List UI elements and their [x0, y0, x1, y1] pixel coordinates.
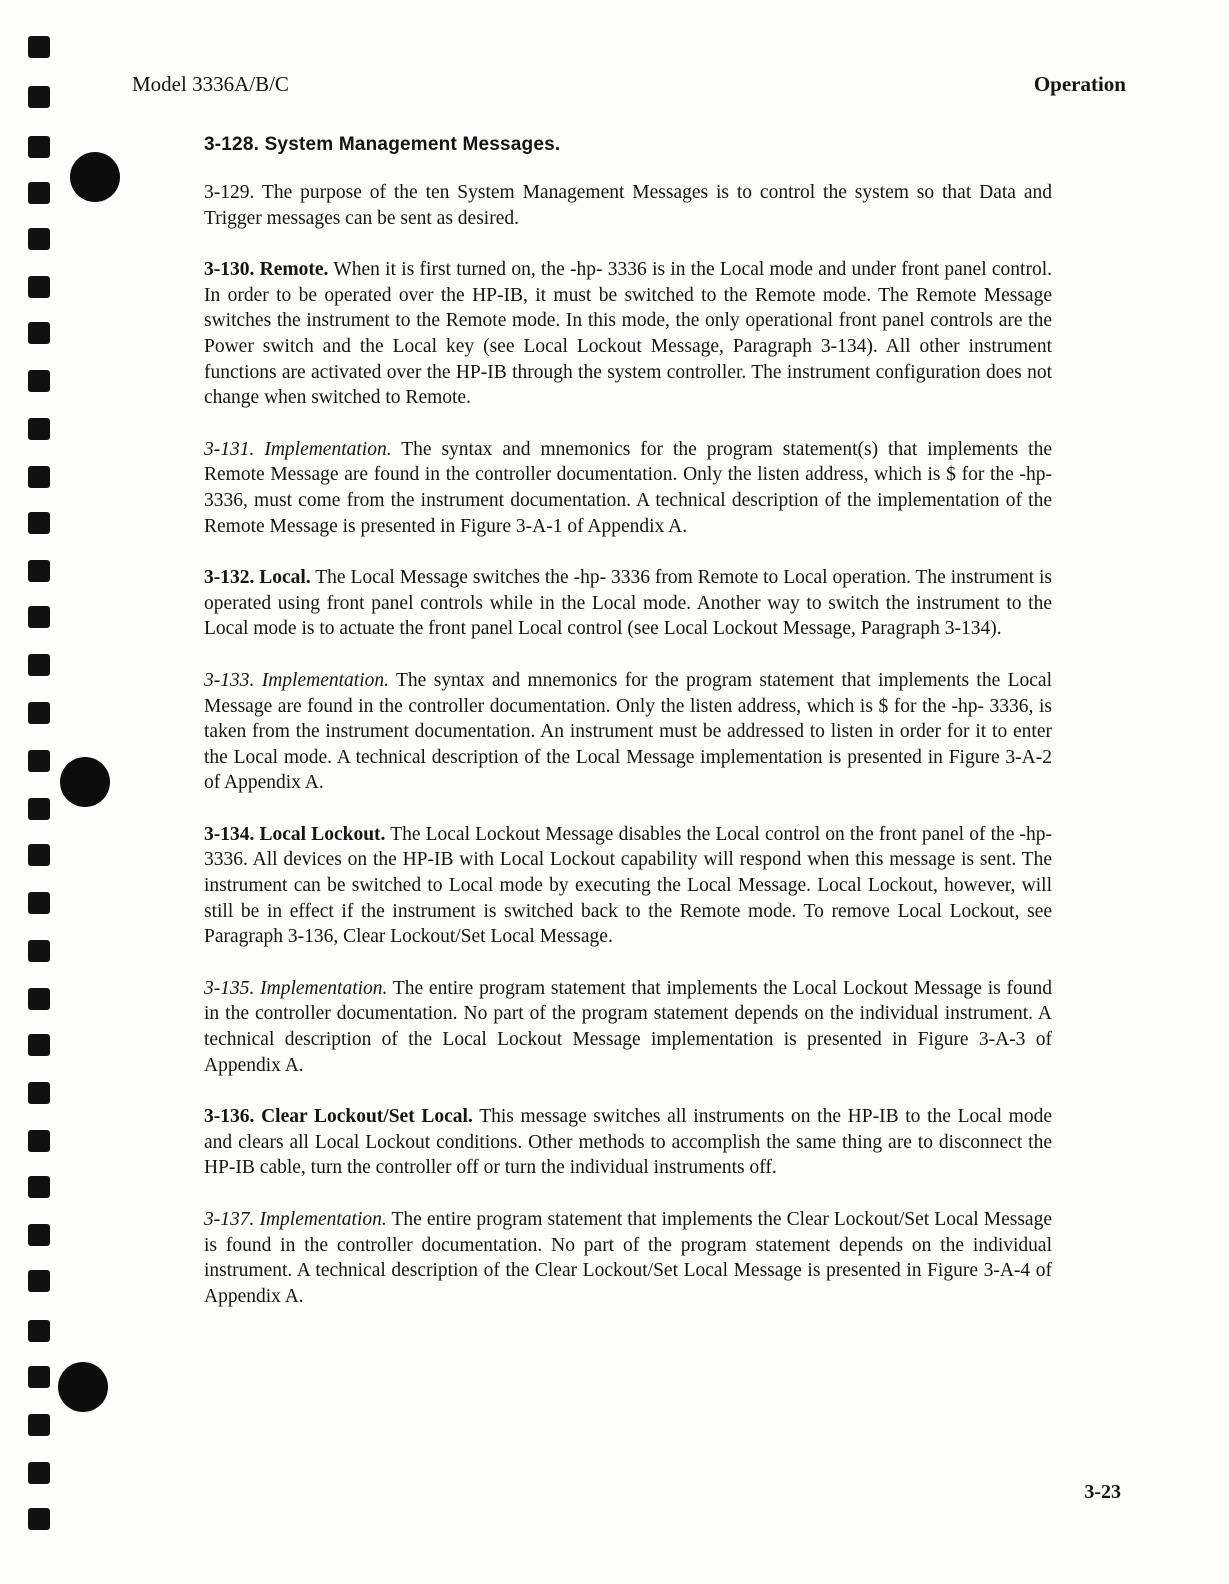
paragraph-number: 3-136.	[204, 1106, 255, 1128]
paragraph-text: The syntax and mnemonics for the program statement(s) that implements the Remote Message are found in the controller documentation. Only the listen address, which is $ for the -hp- 3336, must come from the instrument documentation. A technical description of the implementation of the Remote Message is presented in Figure 3-A-1 of Appendix A.	[204, 438, 1052, 537]
page-number: 3-23	[1084, 1481, 1121, 1503]
punch-hole	[28, 892, 50, 914]
punch-hole	[28, 1366, 50, 1388]
punch-hole	[28, 466, 50, 488]
section-heading	[204, 134, 1052, 156]
paragraph-text: The entire program statement that implements the Clear Lockout/Set Local Message is found in the controller documentation. No part of the program statement depends on the individual instrument. A technical description of the Clear Lockout/Set Local Message is presented in Figure 3-A-4 of Appendix A.	[204, 1209, 1052, 1307]
punch-hole	[28, 370, 50, 392]
paragraph-3-135	[204, 976, 1052, 1078]
model-label: Model 3336A/B/C	[132, 72, 289, 96]
punch-hole	[28, 1130, 50, 1152]
paragraph-number: 3-130.	[204, 259, 255, 281]
paragraph-number: 3-132.	[204, 567, 255, 589]
punch-hole	[28, 702, 50, 724]
paragraph-text: The Local Message switches the -hp- 3336 from Remote to Local operation. The instrument is operated using front panel controls while in the Local mode. Another way to switch the instrument to the Local mode is to actuate the front panel Local control (see Local Lockout Message, Paragraph 3-134).	[204, 567, 1052, 640]
punch-hole	[28, 940, 50, 962]
punch-hole	[28, 276, 50, 298]
paragraph-number: 3-135.	[204, 977, 255, 999]
ring-binder-hole	[58, 1362, 108, 1412]
punch-hole	[28, 1082, 50, 1104]
paragraph-text: The Local Lockout Message disables the Local control on the front panel of the -hp- 3336. All devices on the HP-IB with Local Lockout capability will respond when this message is sent. The instrument can be switched to Local mode by executing the Local Message. Local Lockout, however, will still be in effect if the instrument is switched back to the Remote mode. To remove Local Lockout, see Paragraph 3-136, Clear Lockout/Set Local Message.	[204, 823, 1052, 948]
paragraph-text: When it is first turned on, the -hp- 3336 is in the Local mode and under front panel control. In order to be operated over the HP-IB, it must be switched to the Remote mode. The Remote Message switches the instrument to the Remote mode. In this mode, the only operational front panel controls are the Power switch and the Local key (see Local Lockout Message, Paragraph 3-134). All other instrument functions are activated over the HP-IB through the system controller. The instrument configuration does not change when switched to Remote.	[204, 259, 1053, 409]
paragraph-number: 3-129.	[204, 182, 255, 203]
paragraph-text: The purpose of the ten System Management Messages is to control the system so that Data and Trigger messages can be sent as desired.	[204, 182, 1052, 229]
paragraph-title: Implementation.	[261, 669, 389, 691]
paragraph-3-132	[204, 565, 1052, 642]
ring-binder-hole	[60, 757, 110, 807]
punch-hole	[28, 1462, 50, 1484]
punch-hole	[28, 86, 50, 108]
paragraph-title: Remote.	[259, 259, 329, 281]
punch-hole	[28, 798, 50, 820]
punch-hole	[28, 136, 50, 158]
punch-hole	[28, 560, 50, 582]
section-heading-number: 3-128.	[204, 134, 260, 155]
paragraph-3-137	[204, 1207, 1052, 1309]
ring-binder-hole	[70, 152, 120, 202]
punch-hole	[28, 844, 50, 866]
punch-hole	[28, 988, 50, 1010]
punch-hole	[28, 322, 50, 344]
punch-hole	[28, 1508, 50, 1530]
paragraph-3-134	[204, 822, 1052, 950]
paragraph-title: Implementation.	[264, 438, 392, 460]
binder-punch-strip	[28, 30, 58, 1550]
punch-hole	[28, 1176, 50, 1198]
main-content	[204, 134, 1052, 1335]
punch-hole	[28, 654, 50, 676]
paragraph-3-130	[204, 257, 1052, 411]
punch-hole	[28, 1034, 50, 1056]
paragraph-title: Local Lockout.	[259, 823, 386, 845]
running-header	[132, 72, 1126, 102]
paragraph-title: Implementation.	[259, 1209, 387, 1230]
paragraph-number: 3-133.	[204, 669, 255, 691]
paragraph-3-136	[204, 1104, 1052, 1181]
paragraph-number: 3-131.	[204, 438, 255, 460]
paragraph-text: The syntax and mnemonics for the program statement that implements the Local Message are found in the controller documentation. Only the listen address, which is $ for the -hp- 3336, is taken from the instrument documentation. An instrument must be addressed to listen in order for it to enter the Local mode. A technical description of the Local Message implementation is presented in Figure 3-A-2 of Appendix A.	[204, 669, 1052, 794]
section-label: Operation	[1033, 72, 1126, 96]
punch-hole	[28, 418, 50, 440]
paragraph-text: The entire program statement that implements the Local Lockout Message is found in the controller documentation. No part of the program statement depends on the individual instrument. A technical description of the Local Lockout Message implementation is presented in Figure 3-A-3 of Appendix A.	[204, 977, 1052, 1076]
paragraph-3-133	[204, 668, 1052, 796]
paragraph-3-131	[204, 437, 1052, 539]
punch-hole	[28, 1270, 50, 1292]
punch-hole	[28, 36, 50, 58]
paragraph-text: This message switches all instruments on the HP-IB to the Local mode and clears all Local Lockout conditions. Other methods to accomplish the same thing are to disconnect the HP-IB cable, turn the controller off or turn the individual instruments off.	[204, 1106, 1052, 1179]
paragraph-number: 3-137.	[204, 1209, 255, 1230]
paragraph-number: 3-134.	[204, 823, 255, 845]
paragraph-title: Local.	[259, 567, 311, 589]
punch-hole	[28, 750, 50, 772]
paragraph-3-129	[204, 180, 1052, 231]
punch-hole	[28, 1224, 50, 1246]
section-heading-title: System Management Messages.	[264, 134, 561, 155]
punch-hole	[28, 606, 50, 628]
punch-hole	[28, 182, 50, 204]
paragraph-title: Clear Lockout/Set Local.	[261, 1106, 473, 1128]
paragraph-title: Implementation.	[260, 977, 388, 999]
punch-hole	[28, 228, 50, 250]
punch-hole	[28, 1320, 50, 1342]
punch-hole	[28, 1414, 50, 1436]
punch-hole	[28, 512, 50, 534]
